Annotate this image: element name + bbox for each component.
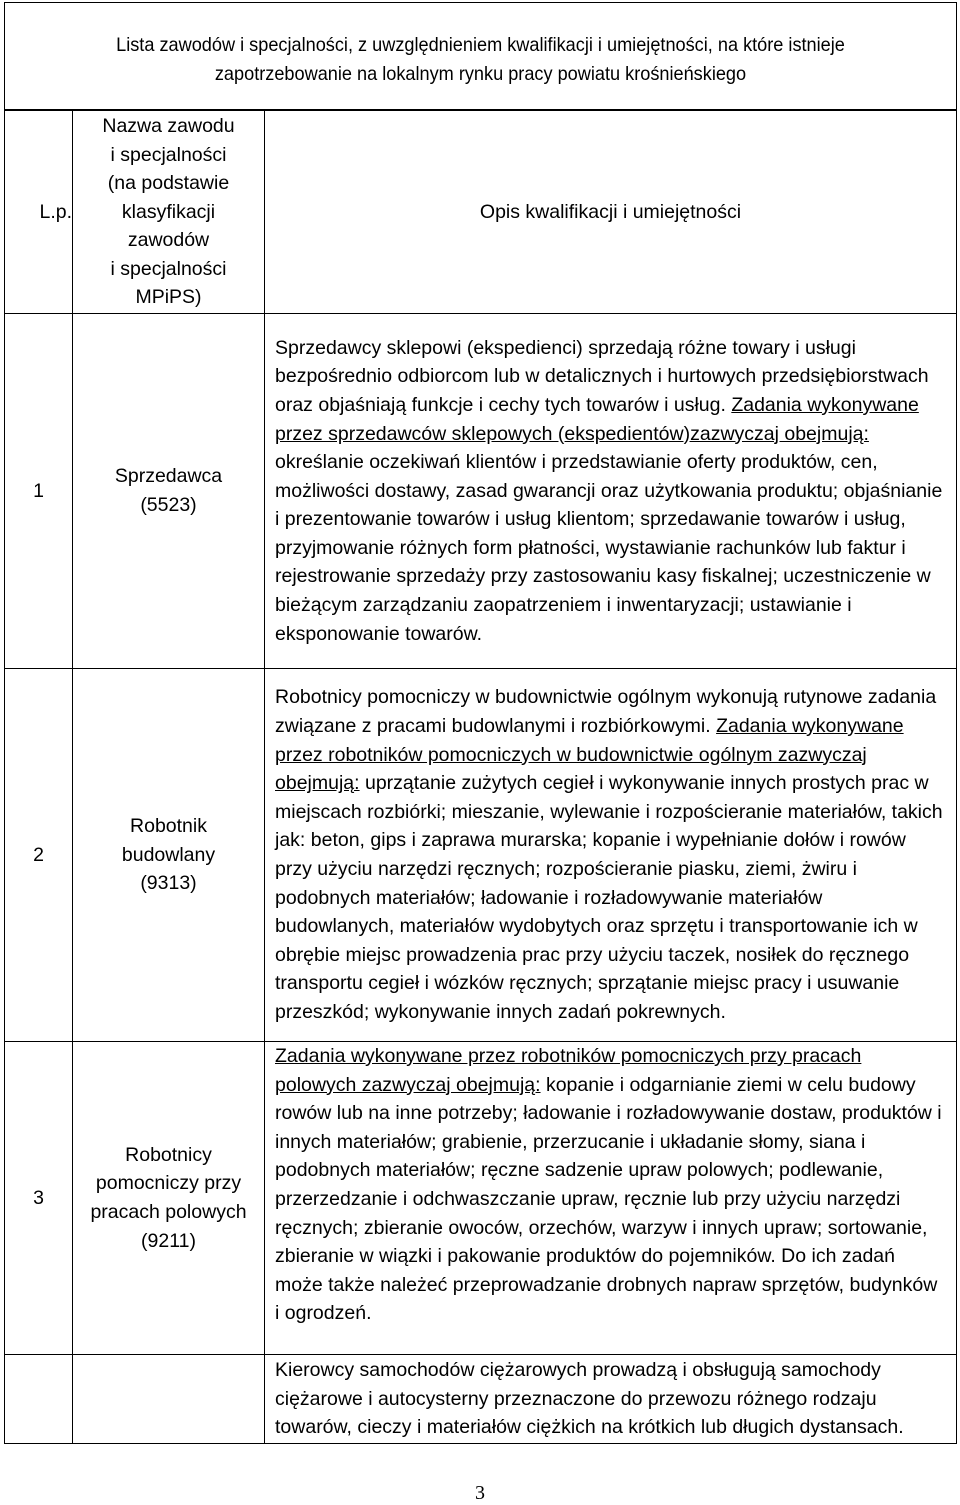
- description-intro: Robotnicy pomocniczy w budownictwie ogólnym wykonują rutynowe zadania związane z pracami budowlanymi i rozbiórkowymi.: [275, 686, 937, 738]
- table-row: [5, 669, 957, 1042]
- row-lp: [5, 1355, 73, 1444]
- table-row: [5, 1355, 957, 1444]
- tasks-heading: Zadania wykonywane przez robotników pomocniczych w budownictwie ogólnym zazwyczaj obejmują:: [275, 715, 904, 795]
- table-header-row: [5, 111, 957, 314]
- table-row: [5, 1042, 957, 1355]
- occupations-table: [4, 110, 957, 1444]
- document-title: Lista zawodów i specjalności, z uwzględnieniem kwalifikacji i umiejętności, na które istnieje zapotrzebowanie na lokalnym rynku pracy powiatu krośnieńskiego: [116, 34, 845, 85]
- page-number: 3: [475, 1482, 485, 1504]
- row-occupation-name: [73, 1355, 265, 1444]
- table-row: [5, 314, 957, 669]
- row-occupation-name: Robotnicy pomocniczy przy pracach polowych (9211): [73, 1042, 265, 1355]
- row-lp: 2: [5, 669, 73, 1042]
- tasks-text: uprzątanie zużytych cegieł i wykonywanie innych prostych prac w miejscach rozbiórki; mieszanie, wylewanie i rozpościeranie materiałów, takich jak: beton, gips i zaprawa murarska; kopanie i wypełnianie dołów i rowów przy użyciu narzędzi ręcznych; rozpościeranie piasku, ziemi, żwiru i podobnych materiałów; ładowanie i rozładowywanie materiałów budowlanych, materiałów wydobytych oraz sprzętu i transportowanie ich w obrębie miejsc prowadzenia prac przy użyciu taczek, nosiłek do ręcznego transportu cegieł i wózków ręcznych; sprzątanie miejsc pracy i usuwanie przeszkód; wykonywanie innych zadań pokrewnych.: [275, 772, 943, 1023]
- row-description: [265, 1042, 957, 1355]
- row-description: [265, 669, 957, 1042]
- row-description: [265, 1355, 957, 1444]
- description-intro: Sprzedawcy sklepowi (ekspedienci) sprzedają różne towary i usługi bezpośrednio odbiorcom lub w detalicznych i hurtowych przedsiębiorstwach oraz objaśniają funkcje i cechy tych towarów i usług.: [275, 336, 929, 416]
- row-lp: 3: [5, 1042, 73, 1355]
- tasks-heading: Zadania wykonywane przez sprzedawców sklepowych (ekspedientów)zazwyczaj obejmują:: [275, 393, 919, 445]
- row-lp: 1: [5, 314, 73, 669]
- header-desc: Opis kwalifikacji i umiejętności: [265, 111, 957, 314]
- description-intro: Kierowcy samochodów ciężarowych prowadzą i obsługują samochody ciężarowe i autocysterny przeznaczone do przewozu różnego rodzaju towarów, cieczy i materiałów ciężkich na krótkich lub długich dystansach.: [275, 1359, 904, 1439]
- header-lp: L.p.: [5, 111, 73, 314]
- tasks-heading: Zadania wykonywane przez robotników pomocniczych przy pracach polowych zazwyczaj obejmują:: [275, 1045, 862, 1096]
- row-occupation-name: Robotnik budowlany (9313): [73, 669, 265, 1042]
- title-box: [4, 2, 957, 110]
- row-description: [265, 314, 957, 669]
- tasks-text: kopanie i odgarnianie ziemi w celu budowy rowów lub na inne potrzeby; ładowanie i rozładowywanie dostaw, produktów i innych materiałów; grabienie, przerzucanie i układanie słomy, siana i podobnych materiałów; ręczne sadzenie upraw polowych; podlewanie, przerzedzanie i odchwaszczanie upraw, ręcznie lub przy użyciu narzędzi ręcznych; zbieranie owoców, orzechów, warzyw i innych upraw; sortowanie, zbieranie w wiązki i pakowanie produktów do pojemników. Do ich zadań może także należeć przeprowadzanie drobnych napraw sprzętów, budynków i ogrodzeń.: [275, 1073, 942, 1325]
- row-occupation-name: Sprzedawca (5523): [73, 314, 265, 669]
- tasks-text: określanie oczekiwań klientów i przedstawianie oferty produktów, cen, możliwości dostawy, zasad gwarancji oraz użytkowania produktu; objaśnianie i prezentowanie towarów i usług klientom; sprzedawanie towarów i usług, przyjmowanie różnych form płatności, wystawianie rachunków lub faktur i rejestrowanie sprzedaży przy zastosowaniu kasy fiskalnej; uczestniczenie w bieżącym zarządzaniu zaopatrzeniem i inwentaryzacji; ustawianie i eksponowanie towarów.: [275, 451, 943, 645]
- header-name: Nazwa zawodu i specjalności (na podstawie klasyfikacji zawodów i specjalności MPiPS): [73, 111, 265, 314]
